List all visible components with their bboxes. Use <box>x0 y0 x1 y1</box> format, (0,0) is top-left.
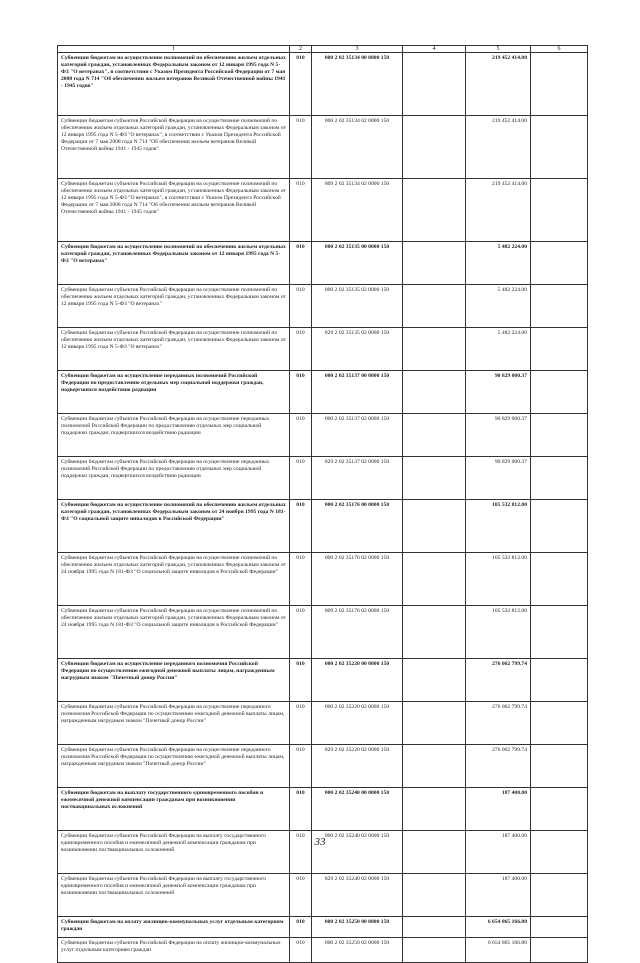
row-budget-code: 000 2 02 35137 02 0000 150 <box>312 414 403 457</box>
row-name: Субвенции бюджетам на осуществление полномочий по обеспечению жильем отдельных категорий граждан, установленных Федеральным законом от 12 января 1995 года N 5-ФЗ "О ветеранах" <box>58 242 290 285</box>
table-row <box>58 702 588 745</box>
table-row <box>58 414 588 457</box>
row-amount: 219 452 414.00 <box>466 53 531 116</box>
row-line-code: 010 <box>290 745 312 788</box>
row-name: Субвенции бюджетам субъектов Российской Федерации на оплату жилищно-коммунальных услуг отдельным категориям граждан <box>58 938 290 963</box>
row-amount: 105 532 812.00 <box>466 553 531 606</box>
row-col6 <box>531 788 588 831</box>
row-col6 <box>531 414 588 457</box>
row-budget-code: 000 2 02 35240 00 0000 150 <box>312 788 403 831</box>
row-line-code: 010 <box>290 285 312 328</box>
table-row <box>58 938 588 963</box>
row-name: Субвенции бюджетам субъектов Российской Федерации на осуществление полномочий по обеспечению жильем отдельных категорий граждан, установленных Федеральным законом от 12 января 1995 года N 5-ФЗ "О ветеранах" <box>58 285 290 328</box>
row-amount: 219 452 414.00 <box>466 179 531 242</box>
row-col6 <box>531 285 588 328</box>
table-row <box>58 53 588 116</box>
row-budget-code: 000 2 02 35220 00 0000 150 <box>312 659 403 702</box>
row-col4 <box>403 242 466 285</box>
row-line-code: 010 <box>290 457 312 500</box>
row-col4 <box>403 606 466 659</box>
row-line-code: 010 <box>290 414 312 457</box>
row-amount: 6 654 865 166.80 <box>466 917 531 938</box>
row-col4 <box>403 371 466 414</box>
column-number: 5 <box>466 46 531 53</box>
row-amount: 187 400.00 <box>466 788 531 831</box>
budget-table <box>57 45 588 963</box>
table-row <box>58 553 588 606</box>
row-col4 <box>403 659 466 702</box>
row-line-code: 010 <box>290 371 312 414</box>
table-row <box>58 179 588 242</box>
row-budget-code: 000 2 02 35176 00 0000 150 <box>312 500 403 553</box>
column-number: 4 <box>403 46 466 53</box>
row-budget-code: 000 2 02 35137 00 0000 150 <box>312 371 403 414</box>
row-budget-code: 000 2 02 35240 02 0000 150 <box>312 831 403 874</box>
row-amount: 105 532 812.00 <box>466 606 531 659</box>
row-budget-code: 000 2 02 35135 00 0000 150 <box>312 242 403 285</box>
row-line-code: 010 <box>290 116 312 179</box>
row-amount: 5 482 224.00 <box>466 242 531 285</box>
row-col4 <box>403 457 466 500</box>
row-col4 <box>403 179 466 242</box>
row-name: Субвенции бюджетам субъектов Российской Федерации на осуществление переданных полномочий Российской Федерации по предоставлению отдельных мер социальной поддержки граждан, подвергшихся воздействию радиации <box>58 457 290 500</box>
row-col4 <box>403 702 466 745</box>
row-budget-code: 829 2 02 35135 02 0000 150 <box>312 328 403 371</box>
row-name: Субвенции бюджетам субъектов Российской Федерации на осуществление полномочий по обеспечению жильем отдельных категорий граждан, установленных Федеральным законом от 12 января 1995 года N 5-ФЗ "О ветеранах" <box>58 328 290 371</box>
row-col4 <box>403 831 466 874</box>
column-number: 6 <box>531 46 588 53</box>
row-col6 <box>531 874 588 917</box>
table-row <box>58 371 588 414</box>
table-row <box>58 788 588 831</box>
row-name: Субвенции бюджетам субъектов Российской Федерации на осуществление полномочий по обеспечению жильем отдельных категорий граждан, установленных Федеральным законом от 12 января 1995 года N 5-ФЗ "О ветеранах", в соответствии с Указом Президента Российской Федерации от 7 мая 2008 года N 714 "Об обеспечении жильем ветеранов Великой Отечественной войны 1941 - 1945 годов" <box>58 116 290 179</box>
row-col6 <box>531 831 588 874</box>
row-name: Субвенции бюджетам на оплату жилищно-коммунальных услуг отдельным категориям граждан <box>58 917 290 938</box>
row-line-code: 010 <box>290 606 312 659</box>
row-name: Субвенции бюджетам субъектов Российской Федерации на осуществление полномочий по обеспечению жильем отдельных категорий граждан, установленных Федеральным законом от 12 января 1995 года N 5-ФЗ "О ветеранах", в соответствии с Указом Президента Российской Федерации от 7 мая 2008 года N 714 "Об обеспечении жильем ветеранов Великой Отечественной войны 1941 - 1945 годов" <box>58 179 290 242</box>
row-col6 <box>531 702 588 745</box>
row-amount: 5 482 224.00 <box>466 328 531 371</box>
row-col6 <box>531 659 588 702</box>
row-line-code: 010 <box>290 179 312 242</box>
row-amount: 219 452 414.00 <box>466 116 531 179</box>
row-col4 <box>403 414 466 457</box>
row-name: Субвенции бюджетам на осуществление полномочий по обеспечению жильем отдельных категорий граждан, установленных Федеральным законом от 12 января 1995 года N 5-ФЗ "О ветеранах", в соответствии с Указом Президента Российской Федерации от 7 мая 2008 года N 714 "Об обеспечении жильем ветеранов Великой Отечественной войны 1941 - 1945 годов" <box>58 53 290 116</box>
column-number-row <box>58 46 588 53</box>
table-row <box>58 659 588 702</box>
table-row <box>58 457 588 500</box>
row-budget-code: 829 2 02 35240 02 0000 150 <box>312 874 403 917</box>
row-budget-code: 809 2 02 35176 02 0000 150 <box>312 606 403 659</box>
row-col4 <box>403 285 466 328</box>
row-col6 <box>531 553 588 606</box>
row-budget-code: 000 2 02 35134 02 0000 150 <box>312 116 403 179</box>
row-col4 <box>403 917 466 938</box>
table-row <box>58 745 588 788</box>
row-name: Субвенции бюджетам субъектов Российской Федерации на осуществление полномочий по обеспечению жильем отдельных категорий граждан, установленных Федеральным законом от 24 ноября 1995 года N 181-ФЗ "О социальной защите инвалидов в Российской Федерации" <box>58 606 290 659</box>
row-line-code: 010 <box>290 788 312 831</box>
row-amount: 6 654 865 166.80 <box>466 938 531 963</box>
row-budget-code: 000 2 02 35134 00 0000 150 <box>312 53 403 116</box>
table-row <box>58 500 588 553</box>
row-amount: 105 532 812.00 <box>466 500 531 553</box>
column-number: 1 <box>58 46 290 53</box>
row-budget-code: 000 2 02 35135 02 0000 150 <box>312 285 403 328</box>
row-line-code: 010 <box>290 702 312 745</box>
table-row <box>58 874 588 917</box>
row-col6 <box>531 53 588 116</box>
row-name: Субвенции бюджетам субъектов Российской Федерации на выплату государственного единовременного пособия и ежемесячной денежной компенсации гражданам при возникновении поствакцинальных осложнений <box>58 874 290 917</box>
row-name: Субвенции бюджетам на выплату государственного единовременного пособия и ежемесячной денежной компенсации гражданам при возникновении поствакцинальных осложнений <box>58 788 290 831</box>
row-col4 <box>403 53 466 116</box>
row-col4 <box>403 500 466 553</box>
row-line-code: 010 <box>290 938 312 963</box>
column-number: 3 <box>312 46 403 53</box>
table-row <box>58 116 588 179</box>
row-col4 <box>403 328 466 371</box>
page-number: 33 <box>314 836 326 848</box>
row-col6 <box>531 242 588 285</box>
row-budget-code: 000 2 02 35250 00 0000 150 <box>312 917 403 938</box>
row-amount: 90 829 000.37 <box>466 414 531 457</box>
row-name: Субвенции бюджетам субъектов Российской Федерации на осуществление переданных полномочий Российской Федерации по предоставлению отдельных мер социальной поддержки граждан, подвергшихся воздействию радиации <box>58 414 290 457</box>
row-name: Субвенции бюджетам субъектов Российской Федерации на выплату государственного единовременного пособия и ежемесячной денежной компенсации гражданам при возникновении поствакцинальных осложнений <box>58 831 290 874</box>
table-row <box>58 242 588 285</box>
row-col6 <box>531 328 588 371</box>
table-row <box>58 328 588 371</box>
row-amount: 276 062 799.74 <box>466 745 531 788</box>
row-col4 <box>403 788 466 831</box>
row-line-code: 010 <box>290 831 312 874</box>
row-col6 <box>531 938 588 963</box>
row-col4 <box>403 938 466 963</box>
row-col4 <box>403 553 466 606</box>
table-row <box>58 606 588 659</box>
row-name: Субвенции бюджетам на осуществление переданных полномочий Российской Федерации по предоставлению отдельных мер социальной поддержки граждан, подвергшихся воздействию радиации <box>58 371 290 414</box>
row-budget-code: 000 2 02 35220 02 0000 150 <box>312 702 403 745</box>
row-amount: 276 062 799.74 <box>466 659 531 702</box>
row-amount: 90 829 000.37 <box>466 371 531 414</box>
row-col6 <box>531 179 588 242</box>
row-budget-code: 000 2 02 35176 02 0000 150 <box>312 553 403 606</box>
row-budget-code: 829 2 02 35220 02 0000 150 <box>312 745 403 788</box>
row-col6 <box>531 606 588 659</box>
row-line-code: 010 <box>290 53 312 116</box>
row-col6 <box>531 457 588 500</box>
row-name: Субвенции бюджетам на осуществление полномочий по обеспечению жильем отдельных категорий граждан, установленных Федеральным законом от 24 ноября 1995 года N 181-ФЗ "О социальной защите инвалидов в Российской Федерации" <box>58 500 290 553</box>
row-line-code: 010 <box>290 553 312 606</box>
row-name: Субвенции бюджетам субъектов Российской Федерации на осуществление переданного полномочия Российской Федерации по осуществлению ежегодной денежной выплаты лицам, награжденным нагрудным знаком "Почетный донор России" <box>58 702 290 745</box>
table-row <box>58 917 588 938</box>
row-amount: 187 400.00 <box>466 874 531 917</box>
row-name: Субвенции бюджетам на осуществление переданного полномочия Российской Федерации по осуществлению ежегодной денежной выплаты лицам, награжденным нагрудным знаком "Почетный донор России" <box>58 659 290 702</box>
row-name: Субвенции бюджетам субъектов Российской Федерации на осуществление полномочий по обеспечению жильем отдельных категорий граждан, установленных Федеральным законом от 24 ноября 1995 года N 181-ФЗ "О социальной защите инвалидов в Российской Федерации" <box>58 553 290 606</box>
row-budget-code: 000 2 02 35250 02 0000 150 <box>312 938 403 963</box>
row-col4 <box>403 745 466 788</box>
row-line-code: 010 <box>290 917 312 938</box>
row-amount: 276 062 799.74 <box>466 702 531 745</box>
row-amount: 5 482 224.00 <box>466 285 531 328</box>
row-line-code: 010 <box>290 328 312 371</box>
row-line-code: 010 <box>290 500 312 553</box>
column-number: 2 <box>290 46 312 53</box>
row-budget-code: 809 2 02 35134 02 0000 150 <box>312 179 403 242</box>
row-col4 <box>403 116 466 179</box>
row-line-code: 010 <box>290 659 312 702</box>
row-col4 <box>403 874 466 917</box>
row-amount: 187 400.00 <box>466 831 531 874</box>
row-col6 <box>531 371 588 414</box>
row-col6 <box>531 116 588 179</box>
row-col6 <box>531 745 588 788</box>
row-name: Субвенции бюджетам субъектов Российской Федерации на осуществление переданного полномочия Российской Федерации по осуществлению ежегодной денежной выплаты лицам, награжденным нагрудным знаком "Почетный донор России" <box>58 745 290 788</box>
row-col6 <box>531 917 588 938</box>
table-row <box>58 285 588 328</box>
row-col6 <box>531 500 588 553</box>
row-line-code: 010 <box>290 874 312 917</box>
row-amount: 90 829 000.37 <box>466 457 531 500</box>
row-budget-code: 829 2 02 35137 02 0000 150 <box>312 457 403 500</box>
row-line-code: 010 <box>290 242 312 285</box>
